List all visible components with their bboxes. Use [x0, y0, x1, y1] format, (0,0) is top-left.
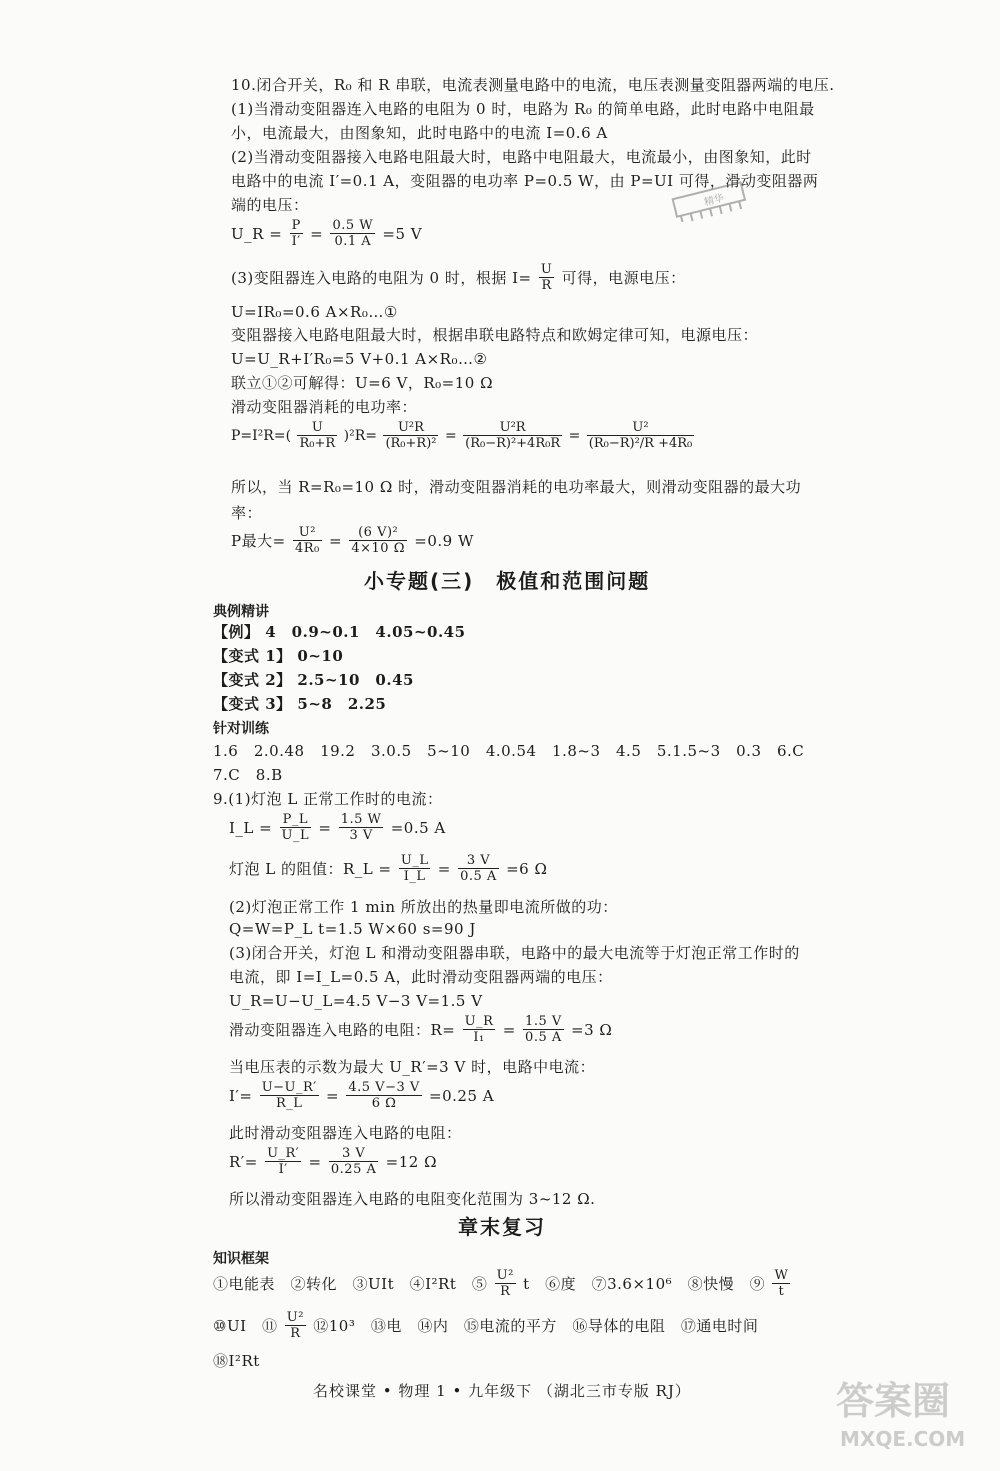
q10-line-12: 联立①②可解得：U=6 V，R₀=10 Ω [231, 374, 494, 392]
watermark-logo [832, 1368, 982, 1453]
q9-line-m: 所以滑动变阻器连入电路的电阻变化范围为 3~12 Ω. [229, 1190, 596, 1208]
fraction: $\frac{3 V}{0.25 A}$ [330, 1146, 377, 1177]
q10-line-2: (1)当滑动变阻器连入电路的电阻为 0 时，电路为 R₀ 的简单电路，此时电路中电阻最 [231, 100, 815, 118]
q10-line-6: 端的电压： [231, 196, 309, 214]
fraction: $\frac{\text{U²}}{\text{4R₀}}$ [294, 525, 320, 556]
framework-row-2: ⑩UI ⑪ $\frac{\text{U²}}{R}$ ⑫10³ ⑬电 ⑭内 ⑮电流的平方 ⑯导体的电阻 ⑰通电时间 [213, 1310, 759, 1341]
q9-line-g: U_R=U−U_L=4.5 V−3 V=1.5 V [229, 992, 483, 1010]
fraction: $\frac{U\_R'}{I'}$ [267, 1146, 300, 1177]
q9-line-d: Q=W=P_L t=1.5 W×60 s=90 J [229, 920, 476, 938]
practice-answers-2: 7.C 8.B [213, 766, 283, 784]
q10-line-3: 小，电流最大，由图象知，此时电路中的电流 I=0.6 A [231, 124, 608, 142]
q10-line-13: 滑动变阻器消耗的电功率： [231, 398, 418, 416]
q9-formula-rl: 灯泡 L 的阻值：R_L = $\frac{U\_L}{I\_L}$ = $\frac{3 V}{0.5 A}$ =6 Ω [229, 853, 548, 884]
variant-2-answer: 【变式 2】 2.5~10 0.45 [213, 671, 414, 689]
q10-line-10: 变阻器接入电路电阻最大时，根据串联电路特点和欧姆定律可知，电源电压： [231, 326, 759, 344]
q9-line-k: 此时滑动变阻器连入电路的电阻： [229, 1124, 462, 1142]
fraction: $\frac{W}{t}$ [774, 1268, 789, 1299]
q10-power-formula: P=I²R=( $\frac{U}{\text{R₀+R}}$ )²R= $\frac{\text{U²R}}{\text{(R₀+R)²}}$ = $\frac{\text{U²R}}{\text{(R₀−R)²+4R₀R}}$ = $\frac{\text{U²}}{\text{(R₀−R)²/R +4R₀}}$ [231, 420, 693, 451]
q9-formula-i-prime: I′= $\frac{U-U\_R'}{R\_L}$ = $\frac{4.5 V-3 V}{6 \Omega}$ =0.25 A [229, 1080, 495, 1111]
fraction: $\frac{1.5 V}{0.5 A}$ [525, 1014, 562, 1045]
fraction: $\frac{U\_R}{\text{I₁}}$ [464, 1014, 494, 1045]
q10-pmax-formula: P最大= $\frac{\text{U²}}{\text{4R₀}}$ = $\frac{\text{(6 V)²}}{4\times 10 \Omega}$ =0.9 W [231, 525, 474, 556]
fraction: $\frac{\text{U²}}{R}$ [286, 1310, 304, 1341]
q9-line-f: 电流，即 I=I_L=0.5 A，此时滑动变阻器两端的电压： [229, 968, 613, 986]
subheading-examples: 典例精讲 [213, 604, 269, 620]
q9-line-1: 9.(1)灯泡 L 正常工作时的电流： [213, 790, 443, 808]
fraction: $\frac{3 V}{0.5 A}$ [460, 853, 497, 884]
fraction: $\frac{P}{I'}$ [291, 218, 301, 249]
stamp-icon [668, 178, 754, 222]
svg-text:答案圈: 答案圈 [836, 1379, 951, 1423]
fraction: $\frac{\text{U²}}{\text{(R₀−R)²/R +4R₀}}$ [588, 420, 693, 451]
subheading-practice: 针对训练 [213, 721, 269, 737]
q9-line-e: (3)闭合开关，灯泡 L 和滑动变阻器串联，电路中的最大电流等于灯泡正常工作时的 [229, 944, 800, 962]
fraction: $\frac{U\_L}{I\_L}$ [400, 853, 429, 884]
fraction: $\frac{\text{U²}}{R}$ [496, 1268, 514, 1299]
svg-text:MXQE.COM: MXQE.COM [840, 1427, 966, 1451]
section-title-extremum: 小专题(三) 极值和范围问题 [364, 569, 651, 593]
q10-line-16: 率： [231, 504, 263, 522]
svg-text:精华: 精华 [703, 192, 726, 209]
example-answer: 【例】 4 0.9~0.1 4.05~0.45 [213, 623, 466, 641]
fraction: $\frac{\text{U²R}}{\text{(R₀−R)²+4R₀R}}$ [465, 420, 561, 451]
q10-line-9: U=IR₀=0.6 A×R₀…① [231, 303, 398, 321]
framework-row-1: ①电能表 ②转化 ③UIt ④I²Rt ⑤ $\frac{\text{U²}}{R}$ t ⑥度 ⑦3.6×10⁶ ⑧快慢 ⑨ $\frac{W}{t}$ [213, 1268, 789, 1299]
q10-line-11: U=U_R+I′R₀=5 V+0.1 A×R₀…② [231, 350, 488, 368]
fraction: $\frac{U-U\_R'}{R\_L}$ [261, 1080, 317, 1111]
q9-formula-r: 滑动变阻器连入电路的电阻：R= $\frac{U\_R}{\text{I₁}}$ = $\frac{1.5 V}{0.5 A}$ =3 Ω [229, 1014, 613, 1045]
fraction: $\frac{U}{R}$ [540, 262, 553, 293]
q10-line-15: 所以，当 R=R₀=10 Ω 时，滑动变阻器消耗的电功率最大，则滑动变阻器的最大功 [231, 478, 802, 496]
q9-formula-r-prime: R′= $\frac{U\_R'}{I'}$ = $\frac{3 V}{0.25 A}$ =12 Ω [229, 1146, 438, 1177]
q10-formula-ur: U_R = $\frac{P}{I'}$ = $\frac{0.5 W}{0.1 A}$ =5 V [231, 218, 423, 249]
framework-row-3: ⑱I²Rt [213, 1352, 260, 1370]
q10-line-1: 10.闭合开关，R₀ 和 R 串联，电流表测量电路中的电流，电压表测量变阻器两端的电压. [231, 76, 835, 94]
q10-line-4: (2)当滑动变阻器接入电路电阻最大时，电路中电阻最大，电流最小，由图象知，此时 [231, 148, 812, 166]
fraction: $\frac{U}{\text{R₀+R}}$ [299, 420, 336, 451]
section-title-review: 章末复习 [458, 1215, 546, 1239]
page-footer: 名校课堂 • 物理 1 • 九年级下 （湖北三市专版 RJ） [313, 1382, 691, 1400]
variant-1-answer: 【变式 1】 0~10 [213, 647, 344, 665]
variant-3-answer: 【变式 3】 5~8 2.25 [213, 695, 387, 713]
fraction: $\frac{0.5 W}{0.1 A}$ [332, 218, 374, 249]
q10-line-5: 电路中的电流 I′=0.1 A，变阻器的电功率 P=0.5 W，由 P=UI 可得，滑动变阻器两 [231, 172, 819, 190]
practice-answers-1: 1.6 2.0.48 19.2 3.0.5 5~10 4.0.54 1.8~3 4.5 5.1.5~3 0.3 6.C [213, 742, 805, 760]
q9-line-c: (2)灯泡正常工作 1 min 所放出的热量即电流所做的功： [229, 898, 618, 916]
fraction: $\frac{\text{(6 V)²}}{4\times 10 \Omega}$ [351, 525, 405, 556]
q10-line-8: (3)变阻器连入电路的电阻为 0 时，根据 I= $\frac{U}{R}$ 可得，电源电压： [231, 262, 686, 293]
fraction: $\frac{1.5 W}{3 V}$ [340, 812, 382, 843]
subheading-framework: 知识框架 [213, 1251, 269, 1267]
q9-formula-il: I_L = $\frac{P\_L}{U\_L}$ = $\frac{1.5 W}{3 V}$ =0.5 A [229, 812, 446, 843]
fraction: $\frac{\text{U²R}}{\text{(R₀+R)²}}$ [385, 420, 437, 451]
fraction: $\frac{P\_L}{U\_L}$ [281, 812, 310, 843]
fraction: $\frac{4.5 V-3 V}{6 \Omega}$ [348, 1080, 420, 1111]
q9-line-i: 当电压表的示数为最大 U_R′=3 V 时，电路中电流： [229, 1058, 596, 1076]
